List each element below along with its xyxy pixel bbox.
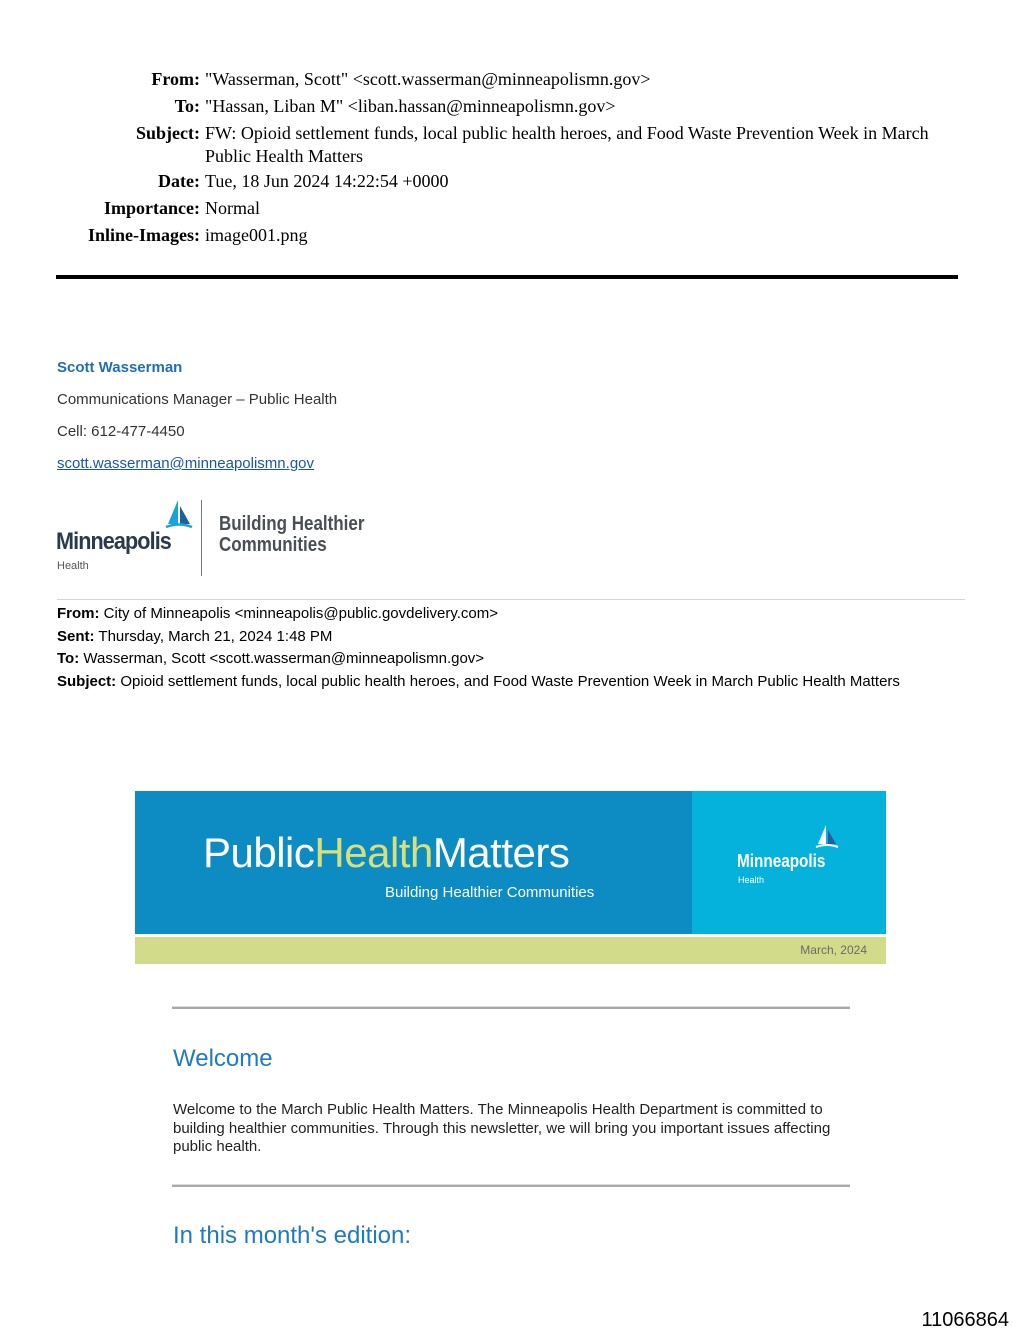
header-to-value: "Hassan, Liban M" <liban.hassan@minneapolismn.gov> [205,96,616,116]
banner-logo-panel [692,791,886,934]
fwd-from-value: City of Minneapolis <minneapolis@public.govdelivery.com> [103,605,498,622]
header-importance-label: Importance: [104,198,200,218]
fwd-subject-row [57,671,962,694]
logo-tagline-line2: Communities [219,534,327,556]
header-date-label: Date: [158,171,200,191]
signature-cell: Cell: 612-477-4450 [57,423,185,440]
header-inline-images-label: Inline-Images: [88,225,200,245]
banner-sailboat-icon [815,823,839,853]
fwd-to-value: Wasserman, Scott <scott.wasserman@minneapolismn.gov> [83,650,485,667]
logo-tagline-line1: Building Healthier [219,513,365,535]
header-inline-images-value: image001.png [205,225,308,245]
logo-sub: Health [57,560,89,572]
welcome-divider [172,1006,850,1009]
edition-heading: In this month's edition: [173,1222,412,1249]
header-from-row [0,66,1000,93]
banner-date-strip [135,937,886,964]
header-subject-label: Subject: [136,123,200,143]
header-date-row [0,168,1000,195]
banner-date: March, 2024 [800,943,867,957]
logo-divider [201,500,202,576]
fwd-from-row [57,603,962,626]
fwd-to-label: To: [57,650,80,667]
header-to-label: To: [174,96,200,116]
banner-subtitle: Building Healthier Communities [385,884,595,901]
header-subject-row [0,120,1000,168]
banner-title-part3: Matters [432,829,570,876]
newsletter-banner [135,791,886,964]
header-date-value: Tue, 18 Jun 2024 14:22:54 +0000 [205,171,449,191]
logo-city: Minneapolis [56,528,171,555]
header-from-label: From: [151,69,200,89]
signature-name: Scott Wasserman [57,359,183,376]
header-subject-value: FW: Opioid settlement funds, local public health heroes, and Food Waste Prevention Week in March Public Health Matters [205,123,929,166]
banner-logo-sub: Health [738,875,765,885]
fwd-from-label: From: [57,605,100,622]
welcome-body: Welcome to the March Public Health Matters. The Minneapolis Health Department is committed to building healthier communities. Through this newsletter, we will bring you important issues affecting public health. [173,1101,831,1155]
fwd-sent-value: Thursday, March 21, 2024 1:48 PM [98,627,333,645]
header-to-row [0,93,1000,120]
fwd-subject-label: Subject: [57,672,117,690]
email-header [0,66,1000,249]
fwd-to-row [57,648,962,671]
banner-title [203,829,569,877]
fwd-subject-value: Opioid settlement funds, local public health heroes, and Food Waste Prevention Week in March Public Health Matters [120,672,900,690]
bates-number: 11066864 [921,1309,1009,1331]
edition-divider [172,1184,850,1187]
header-divider [56,275,958,279]
signature-block [57,356,337,484]
banner-title-part2: Health [314,829,433,876]
logo-tagline [219,514,364,556]
header-from-value: "Wasserman, Scott" <scott.wasserman@minneapolismn.gov> [205,69,651,89]
header-inline-images-row [0,222,1000,249]
fwd-sent-row [57,626,962,649]
fwd-sent-label: Sent: [57,627,95,645]
header-importance-value: Normal [205,198,260,218]
welcome-heading: Welcome [173,1045,273,1072]
signature-title: Communications Manager – Public Health [57,391,338,408]
banner-title-panel [135,791,692,934]
signature-email-link[interactable]: scott.wasserman@minneapolismn.gov [57,455,314,472]
header-importance-row [0,195,1000,222]
forward-divider [57,599,965,600]
forwarded-header [57,603,962,693]
minneapolis-health-logo [56,498,365,578]
banner-title-part1: Public [203,829,315,876]
banner-logo-city: Minneapolis [737,851,826,871]
